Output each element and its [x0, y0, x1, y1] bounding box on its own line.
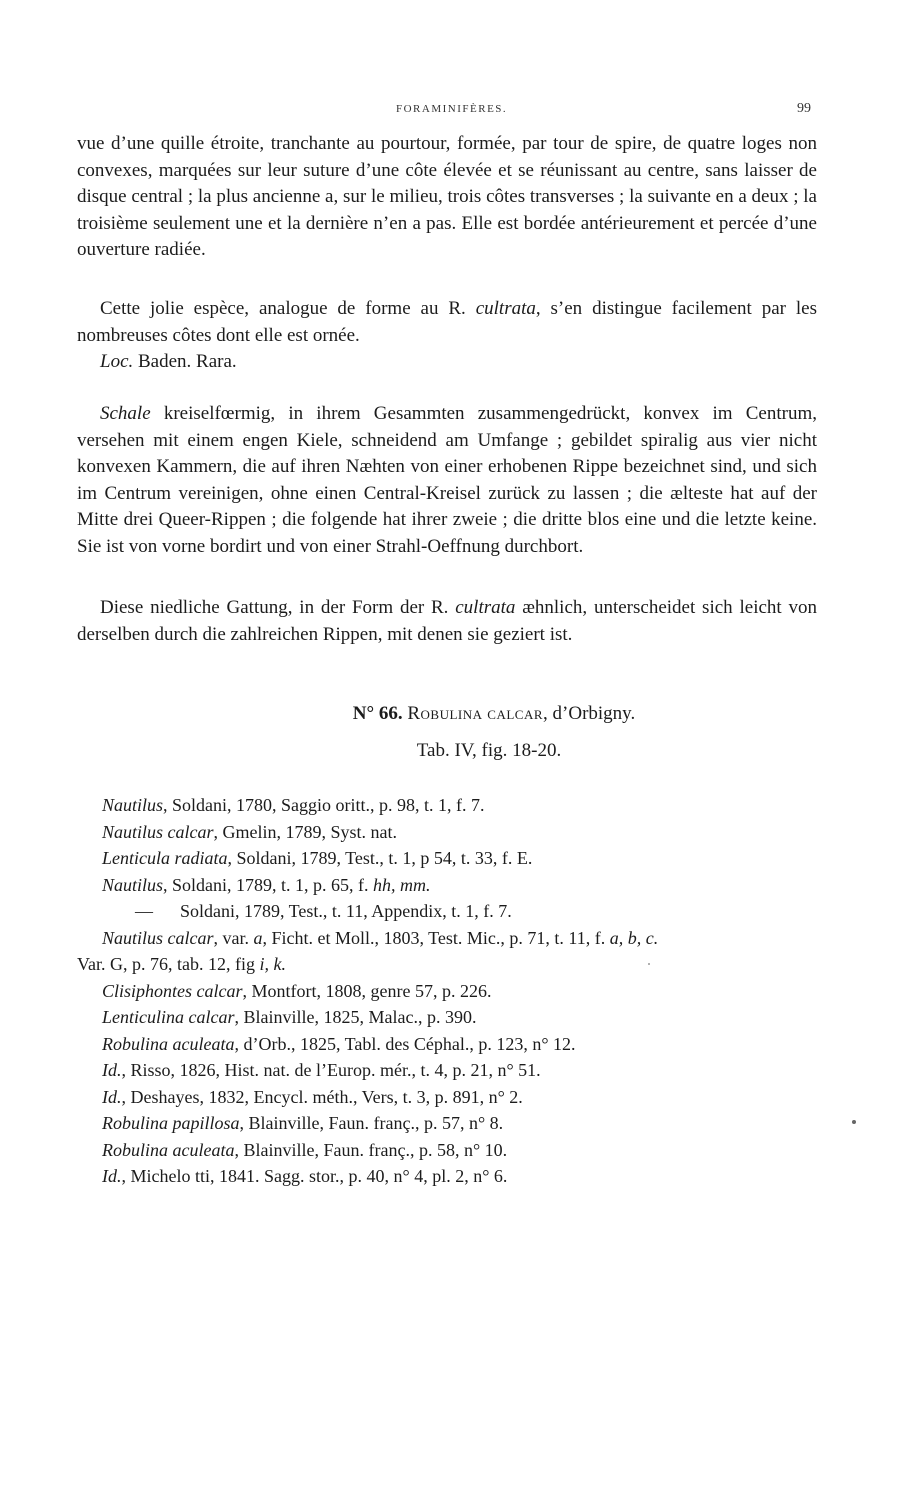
synonym-citation: , Gmelin, 1789, Syst. nat.: [213, 821, 397, 842]
ink-speck: [852, 1120, 856, 1124]
synonym-taxon: Robulina papillosa: [102, 1113, 240, 1133]
synonymy-entry: [77, 925, 837, 952]
species-number: N° 66.: [352, 703, 403, 724]
synonym-citation: , d’Orb., 1825, Tabl. des Céphal., p. 123, n° 12.: [234, 1033, 576, 1054]
locality-text: Baden. Rara.: [133, 351, 237, 372]
synonymy-entry: [77, 951, 837, 978]
synonymy-entry: [77, 1084, 837, 1111]
synonym-citation: , Blainville, 1825, Malac., p. 390.: [234, 1007, 477, 1027]
french-description-paragraph: [77, 131, 817, 264]
synonymy-entry: [77, 872, 837, 899]
german-remarks-paragraph: [77, 595, 817, 648]
synonym-citation: , Soldani, 1789, Test., t. 1, p 54, t. 33, f. E.: [227, 848, 533, 868]
ditto-dash: —: [135, 901, 153, 921]
synonymy-entry: [77, 819, 837, 846]
synonym-citation: , Blainville, Faun. franç., p. 57, n° 8.: [239, 1113, 504, 1133]
synonym-citation: , Soldani, 1780, Saggio oritt., p. 98, t. 1, f. 7.: [163, 795, 485, 815]
synonym-citation: , Soldani, 1789, t. 1, p. 65, f.: [163, 874, 374, 895]
french-description-text: vue d’une quille étroite, tranchante au pourtour, formée, par tour de spire, de quatre loges non convexes, marquées sur leur suture d’une côte élevée et se réunissant au centre, sans laisser de disque central ; la plus ancienne a, sur le milieu, trois côtes transverses ; la suivante en a deux ; la troisième seulement une et la dernière n’en a pas. Elle est bordée antérieurement et percée d’une ouverture radiée.: [77, 133, 817, 260]
synonym-citation: , var.: [213, 927, 254, 948]
species-genus: Robulina: [407, 703, 483, 724]
synonym-taxon: Id.: [102, 1060, 122, 1080]
synonym-citation-cont: , Ficht. et Moll., 1803, Test. Mic., p. 71, t. 11, f.: [262, 927, 610, 948]
synonym-citation: , Risso, 1826, Hist. nat. de l’Europ. mér., t. 4, p. 21, n° 51.: [121, 1060, 541, 1080]
synonym-citation: , Montfort, 1808, genre 57, p. 226.: [242, 980, 492, 1001]
german-remarks-text-2: æhnlich, unterscheidet sich leicht von derselben durch die zahlreichen Rippen, mit denen sie geziert ist.: [77, 597, 817, 645]
species-name-cultrata: cultrata: [475, 298, 536, 319]
french-remarks-text-1: Cette jolie espèce, analogue de forme au R.: [100, 298, 476, 319]
synonymy-entry: [77, 1110, 837, 1137]
german-remarks-text-1: Diese niedliche Gattung, in der Form der R.: [100, 597, 456, 618]
synonymy-entry: [77, 845, 837, 872]
locality-label: Loc.: [100, 351, 134, 372]
synonymy-entry: [77, 1163, 837, 1190]
synonym-taxon: Lenticulina calcar: [102, 1007, 235, 1027]
german-description-lead: Schale: [100, 403, 151, 424]
synonymy-entry: [77, 1031, 837, 1058]
synonymy-entry: [77, 978, 837, 1005]
species-author: , d’Orbigny.: [543, 703, 636, 724]
synonym-taxon: Nautilus calcar: [102, 927, 214, 948]
french-remarks-paragraph: [77, 296, 817, 349]
species-heading: [44, 703, 900, 725]
synonymy-entry: [77, 898, 837, 925]
synonym-figure-ref: hh, mm.: [373, 874, 431, 895]
german-description-text: kreiselfœrmig, in ihrem Gesammten zusammengedrückt, konvex im Centrum, versehen mit einem engen Kiele, schneidend am Umfange ; gebildet spiralig aus vier nicht konvexen Kammern, die auf ihren Næhten von einer erhobenen Rippe bezeichnet sind, und sich im Centrum vereinigen, ohne einen Central-Kreisel zurück zu lassen ; die ælteste hat auf der Mitte drei Queer-Rippen ; die folgende hat ihrer zweie ; die dritte blos eine und die letzte keine. Sie ist von vorne bordirt und von einer Strahl-Oeffnung durchbort.: [77, 403, 817, 557]
synonym-taxon: Clisiphontes calcar: [102, 980, 243, 1001]
french-remarks-text-2: , s’en distingue facilement par les nombreuses côtes dont elle est ornée.: [77, 298, 817, 346]
synonym-citation: Var. G, p. 76, tab. 12, fig: [77, 954, 260, 974]
synonymy-list: [77, 792, 837, 1190]
page-header: [0, 103, 900, 123]
species-epithet: calcar: [487, 703, 544, 724]
synonym-taxon: Robulina aculeata: [102, 1033, 235, 1054]
synonymy-entry: [77, 1004, 837, 1031]
synonymy-entry: [77, 792, 837, 819]
synonymy-entry: [77, 1057, 837, 1084]
synonym-taxon: Nautilus: [102, 874, 164, 895]
synonym-figure-ref: a, b, c.: [609, 927, 659, 948]
german-description-paragraph: [77, 401, 817, 560]
synonym-figure-ref: i, k.: [259, 954, 286, 974]
synonym-variety: a: [253, 927, 263, 948]
running-title: FORAMINIFÈRES.: [396, 103, 508, 115]
synonym-taxon: Nautilus calcar: [102, 821, 214, 842]
plate-reference: Tab. IV, fig. 18-20.: [416, 740, 562, 761]
synonymy-entry: [77, 1137, 837, 1164]
synonym-taxon: Id.: [102, 1166, 122, 1186]
synonym-citation: , Blainville, Faun. franç., p. 58, n° 10.: [234, 1139, 508, 1160]
species-name-cultrata-de: cultrata: [455, 597, 516, 618]
synonym-citation: , Michelo tti, 1841. Sagg. stor., p. 40, n° 4, pl. 2, n° 6.: [121, 1166, 508, 1186]
synonym-taxon: Robulina aculeata: [102, 1139, 235, 1160]
synonym-taxon: Lenticula radiata: [102, 848, 228, 868]
ink-speck: [648, 963, 650, 965]
locality-line: [77, 349, 817, 376]
synonym-taxon: Id.: [102, 1086, 122, 1107]
page-number: 99: [797, 101, 811, 116]
synonym-citation: Soldani, 1789, Test., t. 11, Appendix, t. 1, f. 7.: [180, 901, 512, 921]
synonym-citation: , Deshayes, 1832, Encycl. méth., Vers, t. 3, p. 891, n° 2.: [121, 1086, 523, 1107]
synonym-taxon: Nautilus: [102, 795, 164, 815]
